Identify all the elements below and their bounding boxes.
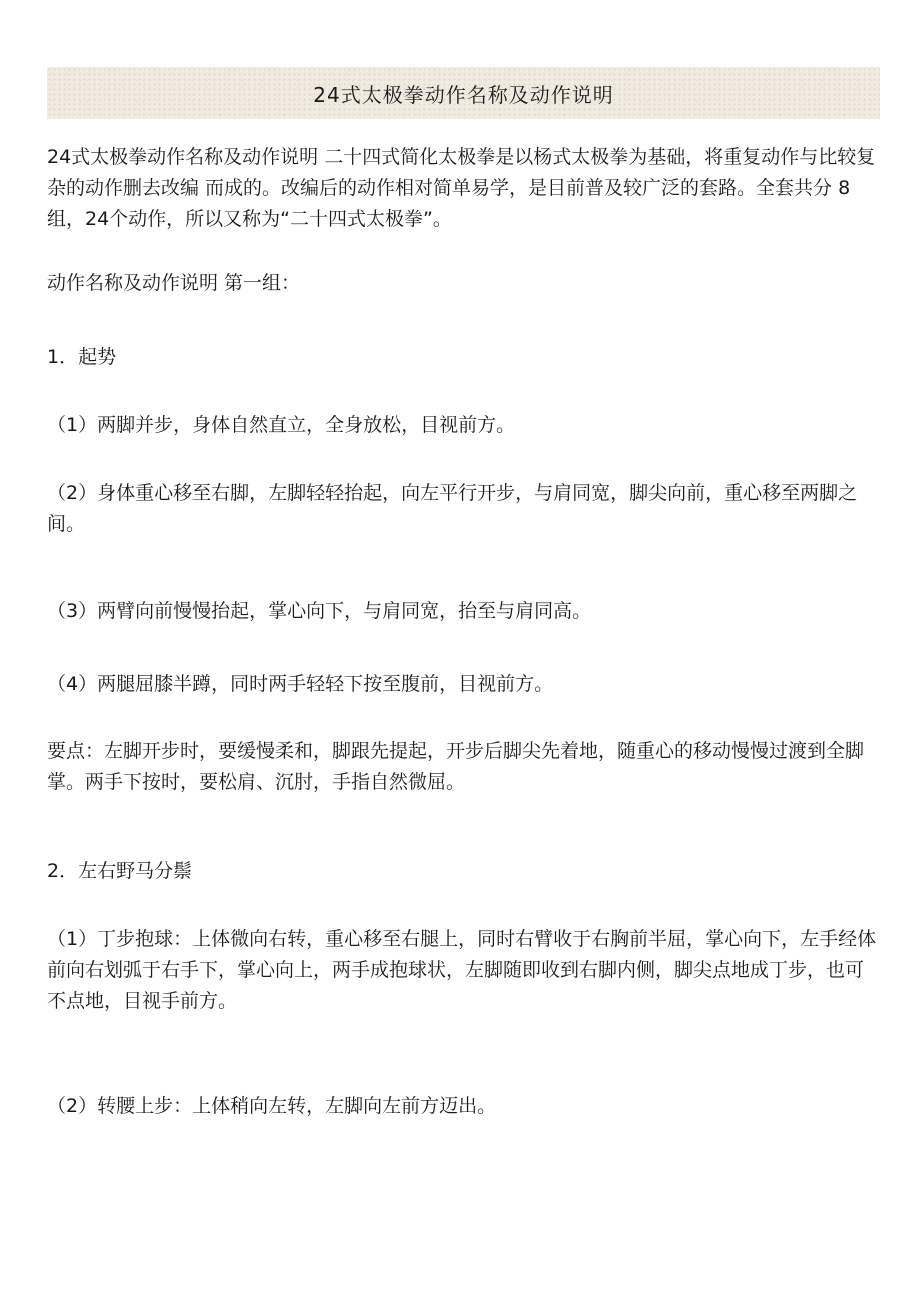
group-heading: 动作名称及动作说明 第一组： — [47, 272, 301, 294]
section-heading-yema-fenzong: 2．左右野马分鬃 — [47, 860, 193, 882]
intro-paragraph: 24式太极拳动作名称及动作说明 二十四式简化太极拳是以杨式太极拳为基础，将重复动作与比较复杂的动作删去改编 而成的。改编后的动作相对简单易学，是目前普及较广泛的套路。全套共分 8组，24个动作，所以又称为“二十四式太极拳”。 — [47, 146, 876, 230]
step-paragraph: （3）两臂向前慢慢抬起，掌心向下，与肩同宽，抬至与肩同高。 — [47, 600, 592, 622]
step-paragraph: （1）两脚并步，身体自然直立，全身放松，目视前方。 — [47, 414, 516, 436]
step-paragraph: （2）身体重心移至右脚，左脚轻轻抬起，向左平行开步，与肩同宽，脚尖向前，重心移至两脚之间。 — [47, 482, 858, 535]
document-title: 24式太极拳动作名称及动作说明 — [313, 82, 614, 107]
key-points-paragraph: 要点：左脚开步时，要缓慢柔和，脚跟先提起，开步后脚尖先着地，随重心的移动慢慢过渡到全脚掌。两手下按时，要松肩、沉肘，手指自然微屈。 — [47, 740, 865, 793]
step-paragraph: （1）丁步抱球：上体微向右转，重心移至右腿上，同时右臂收于右胸前半屈，掌心向下，左手经体前向右划弧于右手下，掌心向上，两手成抱球状，左脚随即收到右脚内侧，脚尖点地成丁步，也可不点地，目视手前方。 — [47, 928, 877, 1012]
step-paragraph: （2）转腰上步：上体稍向左转，左脚向左前方迈出。 — [47, 1095, 497, 1117]
section-heading-qishi: 1．起势 — [47, 346, 117, 368]
title-banner — [47, 67, 880, 119]
step-paragraph: （4）两腿屈膝半蹲，同时两手轻轻下按至腹前，目视前方。 — [47, 673, 554, 695]
